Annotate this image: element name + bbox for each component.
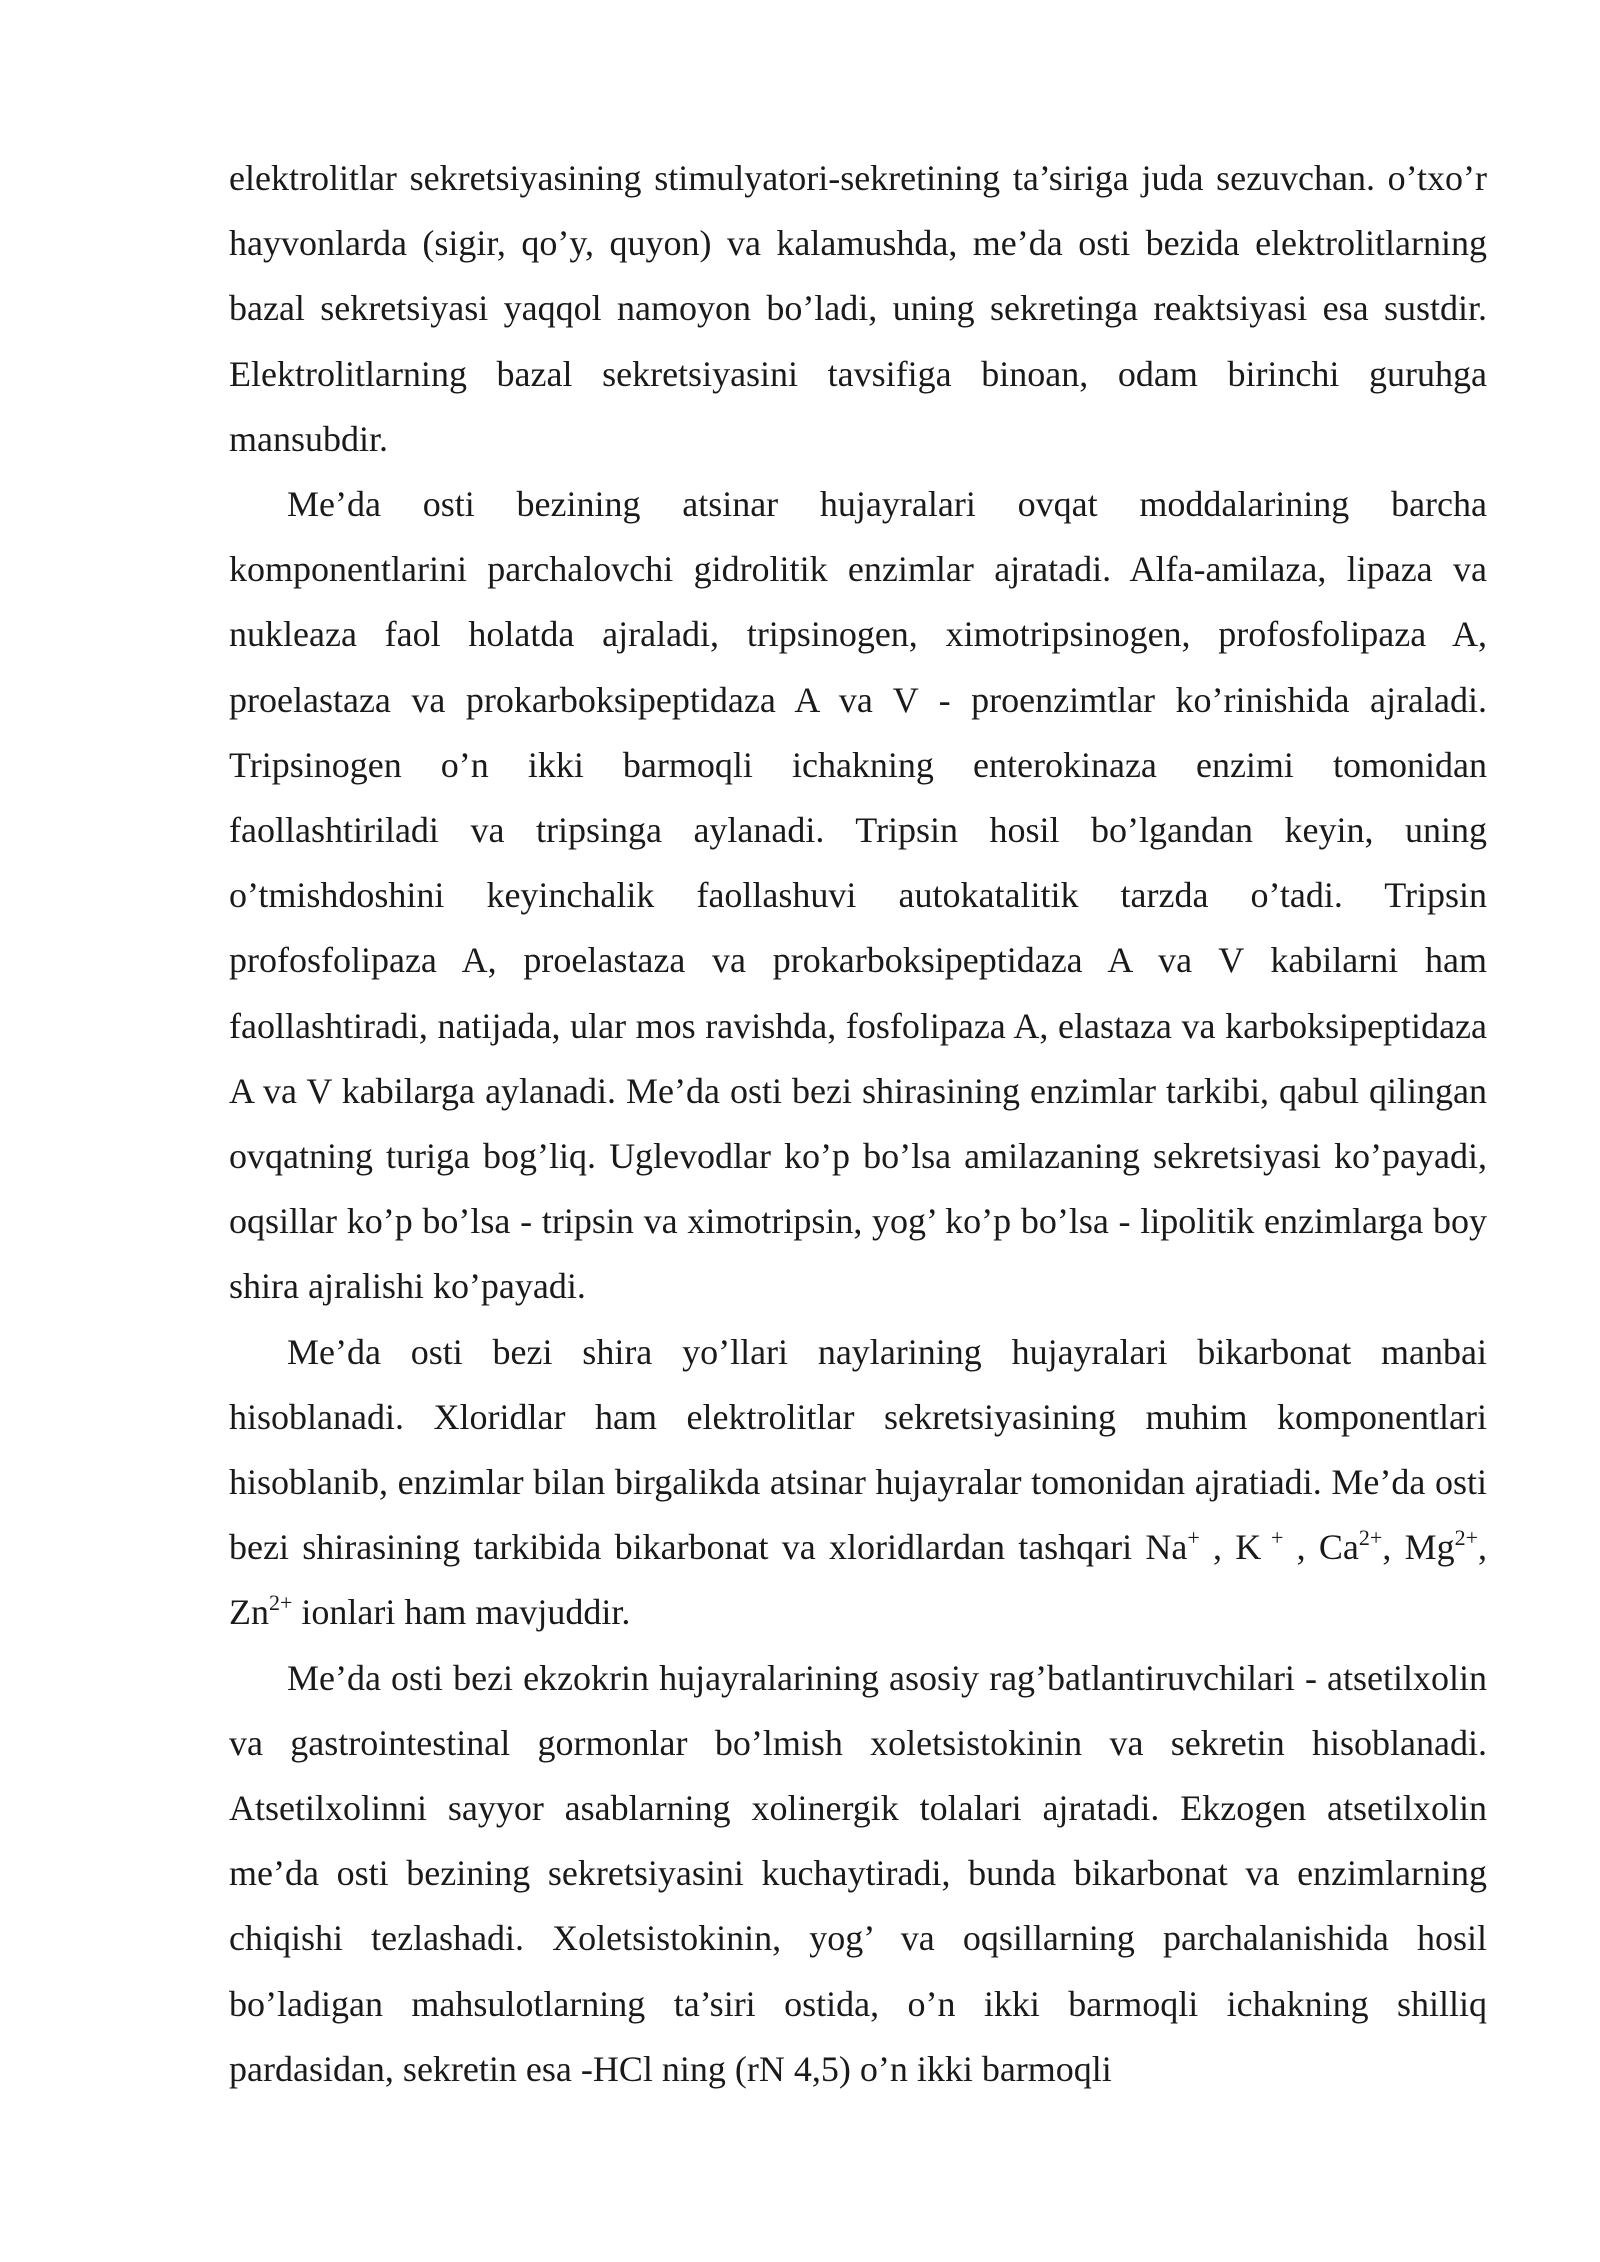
ion-charge-na: +	[1187, 1525, 1200, 1551]
paragraph-3-text-a: Me’da osti bezi shira yo’llari naylarining hujayralari bikarbonat manbai hisoblanadi. Xloridlar ham elektrolitlar sekretsiyasining muhim komponentlari hisoblanib, enzimlar bilan birgalikda atsinar hujayralar tomonidan ajratiadi. Me’da osti bezi shirasining tarkibida bikarbonat va xloridlardan tashqari Na	[229, 1331, 1487, 1568]
ion-charge-k: +	[1261, 1525, 1284, 1551]
paragraph-3-text-e: , Zn	[229, 1527, 1487, 1633]
paragraph-3-text-f: ionlari ham mavjuddir.	[292, 1592, 631, 1633]
ion-charge-ca: 2+	[1358, 1525, 1383, 1551]
paragraph-2: Me’da osti bezining atsinar hujayralari ovqat moddalarining barcha komponentlarini parchalovchi gidrolitik enzimlar ajratadi. Alfa-amilaza, lipaza va nukleaza faol holatda ajraladi, tripsinogen, ximotripsinogen, profosfolipaza A, proelastaza va prokarboksipeptidaza A va V - proenzimtlar ko’rinishida ajraladi. Tripsinogen o’n ikki barmoqli ichakning enterokinaza enzimi tomonidan faollashtiriladi va tripsinga aylanadi. Tripsin hosil bo’lgandan keyin, uning o’tmishdoshini keyinchalik faollashuvi autokatalitik tarzda o’tadi. Tripsin profosfolipaza A, proelastaza va prokarboksipeptidaza A va V kabilarni ham faollashtiradi, natijada, ular mos ravishda, fosfolipaza A, elastaza va karboksipeptidaza A va V kabilarga aylanadi. Me’da osti bezi shirasining enzimlar tarkibi, qabul qilingan ovqatning turiga bog’liq. Uglevodlar ko’p bo’lsa amilazaning sekretsiyasi ko’payadi, oqsillar ko’p bo’lsa - tripsin va ximotripsin, yog’ ko’p bo’lsa - lipolitik enzimlarga boy shira ajralishi ko’payadi.	[229, 484, 1487, 1307]
paragraph-3-text-c: , Ca	[1283, 1527, 1359, 1568]
paragraph-3	[229, 1320, 1487, 1646]
ion-charge-zn: 2+	[269, 1590, 293, 1616]
paragraph-3-text-d: , Mg	[1382, 1527, 1455, 1568]
paragraph-3-text-b: , K	[1199, 1527, 1262, 1568]
paragraph-1: elektrolitlar sekretsiyasining stimulyatori-sekretining ta’siriga juda sezuvchan. o’txo’r hayvonlarda (sigir, qo’y, quyon) va kalamushda, me’da osti bezida elektrolitlarning bazal sekretsiyasi yaqqol namoyon bo’ladi, uning sekretinga reaktsiyasi esa sustdir. Elektrolitlarning bazal sekretsiyasini tavsifiga binoan, odam birinchi guruhga mansubdir.	[229, 158, 1487, 459]
ion-charge-mg: 2+	[1454, 1525, 1478, 1551]
paragraph-4: Me’da osti bezi ekzokrin hujayralarining asosiy rag’batlantiruvchilari - atsetilxolin va gastrointestinal gormonlar bo’lmish xoletsistokinin va sekretin hisoblanadi. Atsetilxolinni sayyor asablarning xolinergik tolalari ajratadi. Ekzogen atsetilxolin me’da osti bezining sekretsiyasini kuchaytiradi, bunda bikarbonat va enzimlarning chiqishi tezlashadi. Xoletsistokinin, yog’ va oqsillarning parchalanishida hosil bo’ladigan mahsulotlarning ta’siri ostida, o’n ikki barmoqli ichakning shilliq pardasidan, sekretin esa -HCl ning (rN 4,5) o’n ikki barmoqli	[229, 1657, 1487, 2089]
document-page	[229, 146, 1487, 2102]
